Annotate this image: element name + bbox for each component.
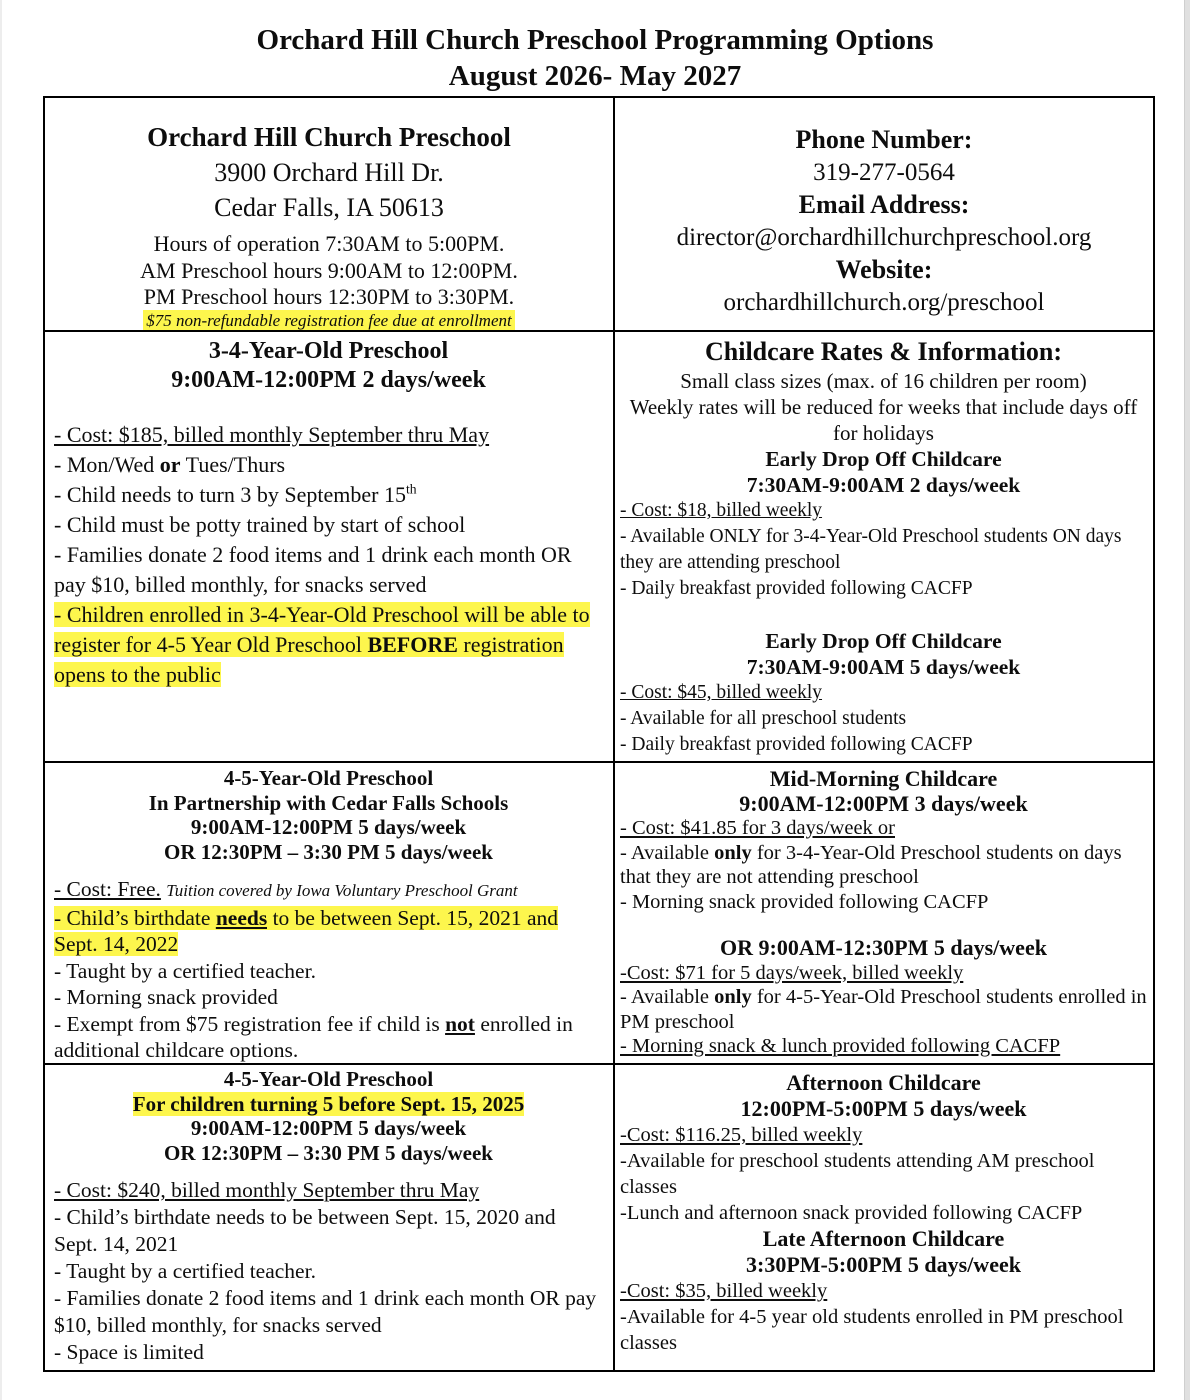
text-line: [54, 766, 603, 791]
programs-table: [43, 96, 1155, 1372]
text-segment: 4-5-Year-Old Preschool: [223, 1067, 434, 1091]
text-segment: - Cost: $240, billed monthly September thru May: [54, 1178, 480, 1202]
text-line: [54, 1092, 603, 1117]
text-line: [54, 1116, 603, 1141]
text-segment: 9:00AM-12:00PM 3 days/week: [739, 790, 1028, 816]
text-segment: -Cost: $71 for 5 days/week, billed weekly: [620, 961, 964, 984]
contact-cell: [45, 98, 615, 332]
text-line: [620, 1070, 1147, 1096]
bullet-line: [54, 876, 603, 905]
text-line: [620, 446, 1147, 472]
text-segment: OR 12:30PM – 3:30 PM 5 days/week: [164, 839, 493, 864]
bullet-line: [620, 890, 1147, 915]
text-segment: - Exempt from $75 registration fee if child is: [54, 1011, 446, 1036]
text-segment: 12:00PM-5:00PM 5 days/week: [740, 1096, 1027, 1121]
mid-morning-childcare-cell: [615, 763, 1153, 1065]
text-segment: th: [405, 481, 417, 497]
text-segment: 3:30PM-5:00PM 5 days/week: [746, 1252, 1021, 1277]
text-segment: - Cost: $185, billed monthly September thru May: [54, 422, 490, 447]
early-dropoff-2day-section: [620, 446, 1147, 602]
text-line: [54, 815, 603, 840]
childcare-rates-title: Childcare Rates & Information:: [705, 337, 1062, 366]
text-segment: OR 9:00AM-12:30PM 5 days/week: [720, 935, 1047, 960]
text-segment: - Child needs to turn 3 by September 15: [54, 482, 406, 507]
text-segment: - Cost: $18, billed weekly: [620, 500, 823, 521]
text-line: Small class sizes (max. of 16 children per room): [680, 369, 1087, 393]
late-afternoon-childcare-details: [620, 1278, 1147, 1356]
bullet-line: [620, 1304, 1147, 1356]
bullet-line: [54, 1204, 603, 1258]
text-segment: for 3-4-Year-Old Preschool students on days that they are not attending preschool: [620, 841, 1122, 888]
text-segment: registration opens to the public: [54, 632, 564, 687]
text-segment: - Families donate 2 food items and 1 drink each month OR pay $10, billed monthly, for snacks served: [54, 542, 572, 597]
text-segment: -Available for preschool students attending AM preschool classes: [620, 1150, 1095, 1198]
late-afternoon-childcare-section: [620, 1226, 1147, 1356]
text-segment: - Child’s birthdate: [54, 905, 216, 930]
afternoon-childcare-heading: [620, 1070, 1147, 1122]
bullet-line: [620, 1122, 1147, 1148]
page-left-edge: [0, 0, 2, 1400]
early-dropoff-2day-heading: [620, 446, 1147, 498]
text-segment: - Taught by a certified teacher.: [54, 958, 316, 983]
text-line: [620, 1226, 1147, 1252]
text-segment: not: [445, 1011, 475, 1036]
text-line: Hours of operation 7:30AM to 5:00PM.: [153, 231, 505, 256]
text-segment: -Lunch and afternoon snack provided following CACFP: [620, 1202, 1083, 1224]
mid-morning-3day-details: [620, 816, 1147, 914]
preschool-4-5-partnership-cell: [45, 763, 615, 1065]
text-segment: enrolled in additional childcare options.: [54, 1011, 573, 1062]
text-line: [54, 791, 603, 816]
early-dropoff-2day-details: [620, 498, 1147, 602]
contact-info-cell: [615, 98, 1153, 332]
text-segment: - Available: [620, 986, 715, 1008]
text-segment: only: [714, 986, 752, 1008]
registration-fee-note: [53, 311, 605, 331]
doc-title-line1: Orchard Hill Church Preschool Programming Options: [256, 24, 934, 56]
text-segment: 9:00AM-12:00PM 5 days/week: [190, 815, 467, 839]
bullet-line: [54, 1285, 603, 1339]
text-segment: - Mon/Wed: [54, 452, 160, 477]
text-segment: -Cost: $35, billed weekly: [620, 1280, 828, 1302]
bullet-line: [620, 961, 1147, 986]
website-label: Website:: [835, 255, 933, 284]
phone-number: 319-277-0564: [813, 158, 955, 186]
bullet-line: [620, 524, 1147, 576]
text-segment: needs: [215, 905, 268, 930]
text-segment: - Cost: Free.: [54, 877, 161, 901]
contact-address-line2: Cedar Falls, IA 50613: [214, 193, 444, 222]
text-segment: - Available ONLY for 3-4-Year-Old Preschool students ON days they are attending preschool: [620, 526, 1122, 573]
text-line: [620, 1096, 1147, 1122]
text-line: [620, 1252, 1147, 1278]
text-segment: -Cost: $116.25, billed weekly: [620, 1124, 863, 1146]
text-segment: 9:00AM-12:00PM 2 days/week: [171, 367, 486, 393]
text-line: Weekly rates will be reduced for weeks that include days off for holidays: [629, 395, 1138, 445]
website-url: orchardhillchurch.org/preschool: [723, 288, 1045, 316]
mid-morning-5day-details: [620, 961, 1147, 1059]
text-segment: Late Afternoon Childcare: [762, 1226, 1005, 1251]
text-segment: - Space is limited: [54, 1340, 204, 1364]
text-line: [620, 472, 1147, 498]
early-dropoff-5day-heading: [620, 628, 1147, 680]
page-right-edge: [1184, 0, 1190, 1400]
text-segment: Early Drop Off Childcare: [765, 447, 1002, 471]
childcare-rates-intro: [620, 368, 1147, 446]
text-segment: or: [159, 452, 181, 477]
text-segment: for 4-5-Year-Old Preschool students enrolled in PM preschool: [620, 986, 1147, 1033]
text-segment: to be between Sept. 15, 2021 and Sept. 14, 2022: [54, 905, 558, 956]
text-line: [620, 628, 1147, 654]
text-segment: - Families donate 2 food items and 1 drink each month OR pay $10, billed monthly, for snacks served: [54, 1286, 597, 1337]
preschool-4-5-turning5-heading: [54, 1067, 603, 1165]
bullet-line: [620, 841, 1147, 890]
text-line: [54, 1141, 603, 1166]
afternoon-childcare-details: [620, 1122, 1147, 1226]
preschool-3-4-heading: [54, 337, 603, 395]
preschool-4-5-turning5-details: [54, 1177, 603, 1366]
bullet-line: [620, 680, 1147, 706]
text-segment: Early Drop Off Childcare: [765, 629, 1002, 653]
text-line: [620, 936, 1147, 961]
doc-title-line2: August 2026- May 2027: [448, 60, 742, 92]
mid-morning-3day-heading: [620, 767, 1147, 816]
phone-label: Phone Number:: [795, 125, 973, 154]
text-segment: - Daily breakfast provided following CACFP: [620, 734, 973, 755]
bullet-line: [54, 420, 603, 450]
bullet-line: [54, 1339, 603, 1366]
text-segment: - Cost: $45, billed weekly: [620, 682, 823, 703]
text-segment: For children turning 5 before Sept. 15, 2025: [132, 1091, 525, 1116]
text-line: PM Preschool hours 12:30PM to 3:30PM.: [143, 284, 515, 309]
preschool-4-5-turning5-cell: [45, 1065, 615, 1370]
text-segment: 4-5-Year-Old Preschool: [223, 766, 434, 790]
text-segment: - Available: [620, 841, 715, 864]
preschool-3-4-cell: [45, 332, 615, 763]
text-segment: only: [714, 841, 752, 864]
bullet-line: [54, 450, 603, 480]
bullet-line: [620, 985, 1147, 1034]
email-address: director@orchardhillchurchpreschool.org: [676, 223, 1092, 251]
text-line: [620, 654, 1147, 680]
bullet-line: [54, 905, 603, 958]
text-segment: OR 12:30PM – 3:30 PM 5 days/week: [164, 1140, 493, 1165]
email-label: Email Address:: [798, 190, 970, 219]
bullet-line: [620, 1034, 1147, 1059]
afternoon-childcare-cell: [615, 1065, 1153, 1370]
contact-address-line1: 3900 Orchard Hill Dr.: [214, 158, 444, 187]
registration-fee-text: $75 non-refundable registration fee due at enrollment: [143, 310, 514, 331]
text-segment: BEFORE: [367, 632, 458, 657]
bullet-line: [54, 600, 603, 690]
bullet-line: [620, 1148, 1147, 1200]
bullet-line: [54, 1258, 603, 1285]
text-line: [54, 1067, 603, 1092]
mid-morning-5day-heading: [620, 936, 1147, 961]
text-line: [620, 792, 1147, 817]
bullet-line: [54, 1177, 603, 1204]
preschool-4-5-partnership-heading: [54, 766, 603, 864]
text-segment: - Child’s birthdate needs to be between Sept. 15, 2020 and Sept. 14, 2021: [54, 1205, 556, 1256]
text-segment: - Children enrolled in 3-4-Year-Old Preschool will be able to register for 4-5 Year Old Preschool: [54, 602, 590, 657]
text-segment: 7:30AM-9:00AM 5 days/week: [746, 655, 1021, 679]
text-segment: - Morning snack & lunch provided following CACFP: [620, 1035, 1061, 1057]
late-afternoon-childcare-heading: [620, 1226, 1147, 1278]
bullet-line: [54, 1011, 603, 1064]
bullet-line: [54, 480, 603, 510]
bullet-line: [620, 576, 1147, 602]
hours-of-operation: [53, 231, 605, 311]
text-segment: 9:00AM-12:00PM 5 days/week: [190, 1116, 467, 1140]
contact-name: Orchard Hill Church Preschool: [147, 122, 511, 152]
mid-morning-3day-section: [620, 767, 1147, 914]
text-segment: 3-4-Year-Old Preschool: [208, 338, 449, 364]
bullet-line: [620, 816, 1147, 841]
bullet-line: [54, 958, 603, 985]
early-dropoff-5day-details: [620, 680, 1147, 758]
text-segment: 7:30AM-9:00AM 2 days/week: [746, 473, 1021, 497]
bullet-line: [54, 984, 603, 1011]
bullet-line: [620, 498, 1147, 524]
bullet-line: [620, 1200, 1147, 1226]
preschool-3-4-details: [54, 420, 603, 690]
mid-morning-5day-section: [620, 936, 1147, 1059]
early-dropoff-5day-section: [620, 628, 1147, 758]
text-segment: -Available for 4-5 year old students enrolled in PM preschool classes: [620, 1306, 1124, 1354]
childcare-rates-cell: [615, 332, 1153, 763]
bullet-line: [54, 510, 603, 540]
text-segment: - Taught by a certified teacher.: [54, 1259, 316, 1283]
text-segment: - Child must be potty trained by start of school: [54, 512, 466, 537]
text-segment: Mid-Morning Childcare: [769, 766, 998, 791]
bullet-line: [620, 732, 1147, 758]
bullet-line: [54, 540, 603, 600]
text-segment: - Morning snack provided: [54, 985, 278, 1009]
text-segment: - Morning snack provided following CACFP: [620, 890, 989, 913]
text-line: [54, 840, 603, 865]
afternoon-childcare-section: [620, 1070, 1147, 1226]
doc-title: [0, 0, 1190, 94]
text-segment: - Cost: $41.85 for 3 days/week or: [620, 817, 895, 839]
bullet-line: [620, 1278, 1147, 1304]
text-segment: - Available for all preschool students: [620, 708, 907, 729]
text-line: [54, 366, 603, 395]
text-segment: - Daily breakfast provided following CACFP: [620, 578, 973, 599]
text-segment: In Partnership with Cedar Falls Schools: [148, 790, 509, 815]
text-segment: Tues/Thurs: [180, 452, 286, 477]
preschool-4-5-partnership-details: [54, 876, 603, 1064]
text-line: AM Preschool hours 9:00AM to 12:00PM.: [140, 257, 518, 283]
text-segment: Tuition covered by Iowa Voluntary Preschool Grant: [166, 881, 518, 900]
text-line: [620, 767, 1147, 792]
text-segment: Afternoon Childcare: [786, 1070, 981, 1095]
text-line: [54, 337, 603, 366]
bullet-line: [620, 706, 1147, 732]
